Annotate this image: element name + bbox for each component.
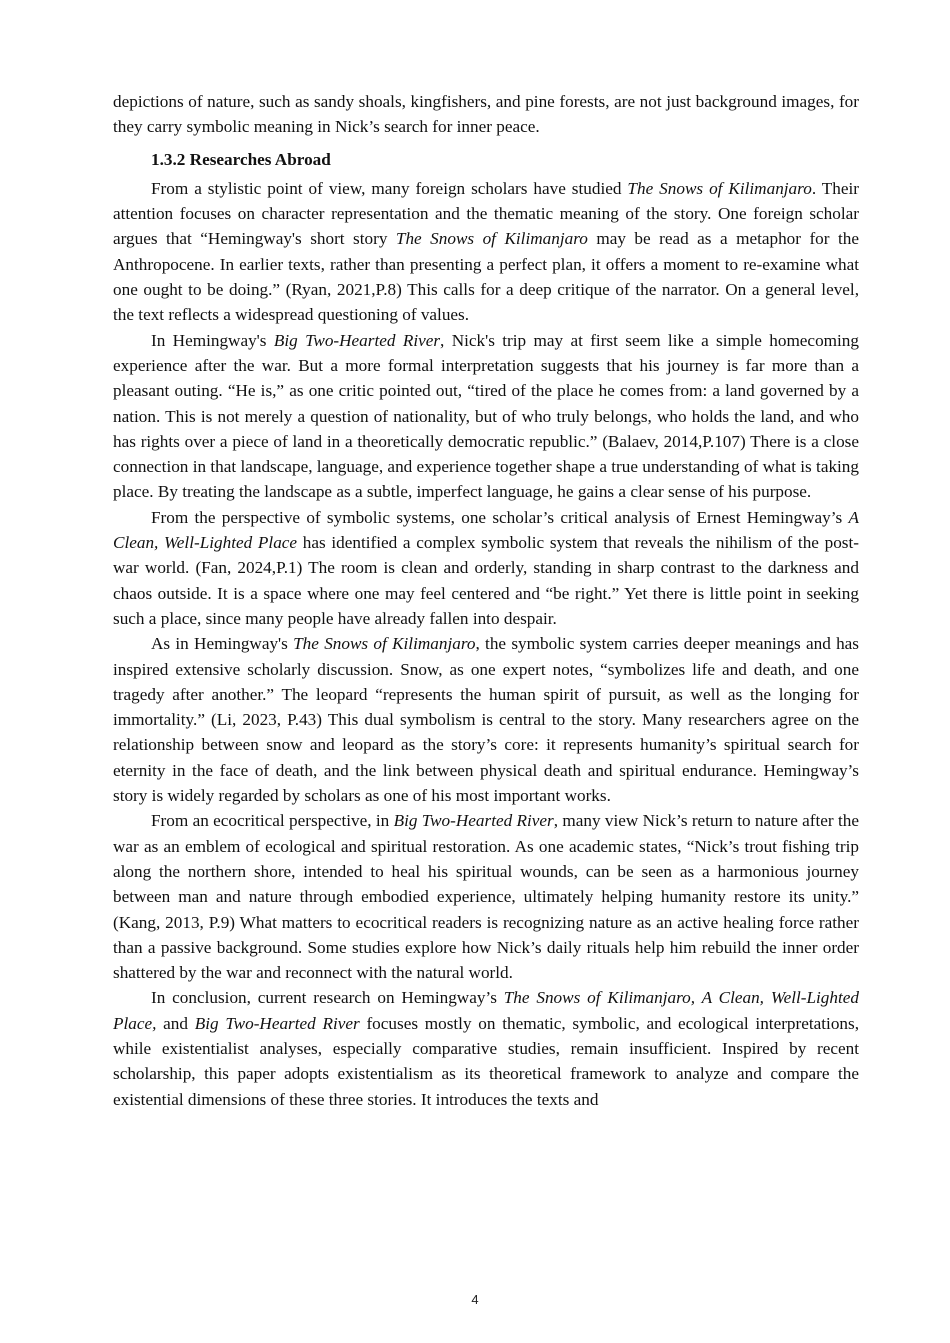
- paragraph-homecoming: [113, 328, 859, 505]
- page-number: 4: [471, 1292, 479, 1307]
- paragraph-symbolic-systems: [113, 505, 859, 631]
- text-run: , Nick's trip may at first seem like a simple homecoming experience after the war. But a more formal interpretation suggests that his journey is far more than a pleasant outing. “He is,” as one critic pointed out, “tired of the place he comes from: a land governed by a nation. This is not merely a question of nationality, but of who truly belongs, who holds the land, and who has rights over a piece of land in a theoretically democratic republic.” (Balaev, 2014,P.107) There is a close connection in that landscape, language, and experience together shape a true understanding of what is taking place. By treating the landscape as a subtle, imperfect language, he gains a clear sense of his purpose.: [113, 330, 859, 502]
- text-run: , many view Nick’s return to nature after the war as an emblem of ecological and spiritual restoration. As one academic states, “Nick’s trout fishing trip along the northern shore, intended to heal his spiritual wounds, can be seen as a harmonious journey between man and nature through embodied experience, ultimately helping humanity restore its unity.” (Kang, 2013, P.9) What matters to ecocritical readers is recognizing nature as an active healing force rather than a passive background. Some studies explore how Nick’s daily rituals help him rebuild the inner order shattered by the war and reconnect with the natural world.: [113, 811, 859, 983]
- paragraph-continued: [113, 89, 859, 140]
- italic-title: The Snows of Kilimanjaro: [395, 229, 588, 249]
- body-text: [113, 89, 859, 1112]
- paragraph-snow-leopard: [113, 631, 859, 808]
- text-run: From an ecocritical perspective, in: [151, 811, 394, 831]
- text-run: As in Hemingway's: [151, 634, 294, 654]
- italic-title: Big Two-Hearted River: [194, 1013, 360, 1033]
- paragraph-conclusion: [113, 985, 859, 1111]
- text-run: has identified a complex symbolic system that reveals the nihilism of the post-war world. (Fan, 2024,P.1) The room is clean and orderly, standing in sharp contrast to the darkness and chaos outside. It is a space where one may feel centered and “be right.” Yet there is little point in seeking such a place, since many people have already fallen into despair.: [113, 533, 859, 628]
- italic-title: The Snows of Kilimanjaro: [627, 178, 812, 198]
- italic-title: Big Two-Hearted River: [273, 330, 441, 350]
- paragraph-ecocritical: [113, 808, 859, 985]
- text-run: In conclusion, current research on Hemingway’s: [151, 988, 504, 1008]
- italic-title: The Snows of Kilimanjaro, A Clean, Well-Lighted Place,: [113, 988, 859, 1033]
- text-run: From the perspective of symbolic systems, one scholar’s critical analysis of Ernest Hemingway’s: [151, 507, 849, 527]
- paragraph-stylistic: [113, 176, 859, 328]
- italic-title: Big Two-Hearted River: [393, 811, 554, 831]
- italic-title: The Snows of Kilimanjaro: [293, 634, 476, 654]
- section-heading: 1.3.2 Researches Abroad: [151, 149, 331, 169]
- text-run: . Their attention focuses on character representation and the thematic meaning of the story. One foreign scholar argues that “Hemingway's short story: [113, 178, 859, 249]
- text-run: , the symbolic system carries deeper meanings and has inspired extensive scholarly discussion. Snow, as one expert notes, “symbolizes life and death, and one tragedy after another.” The leopard “represents the human spirit of pursuit, as well as the longing for immortality.” (Li, 2023, P.43) This dual symbolism is central to the story. Many researchers agree on the relationship between snow and leopard as the story’s core: it represents humanity’s spiritual search for eternity in the face of death, and the link between physical death and spiritual endurance. Hemingway’s story is widely regarded by scholars as one of his most important works.: [113, 634, 859, 806]
- text-run: From a stylistic point of view, many foreign scholars have studied: [151, 178, 628, 198]
- text-run: In Hemingway's: [151, 330, 274, 350]
- italic-title: A Clean, Well-Lighted Place: [113, 507, 859, 553]
- text-run: depictions of nature, such as sandy shoals, kingfishers, and pine forests, are not just background images, for they carry symbolic meaning in Nick’s search for inner peace.: [113, 92, 859, 137]
- text-run: focuses mostly on thematic, symbolic, and ecological interpretations, while existentialist analyses, especially comparative studies, remain insufficient. Inspired by recent scholarship, this paper adopts existentialism as its theoretical framework to analyze and compare the existential dimensions of these three stories. It introduces the texts and: [113, 1013, 859, 1109]
- text-run: and: [156, 1013, 195, 1033]
- text-run: may be read as a metaphor for the Anthropocene. In earlier texts, rather than presenting a perfect plan, it offers a moment to re-examine what one ought to be doing.” (Ryan, 2021,P.8) This calls for a deep critique of the narrator. On a general level, the text reflects a widespread questioning of values.: [113, 229, 859, 325]
